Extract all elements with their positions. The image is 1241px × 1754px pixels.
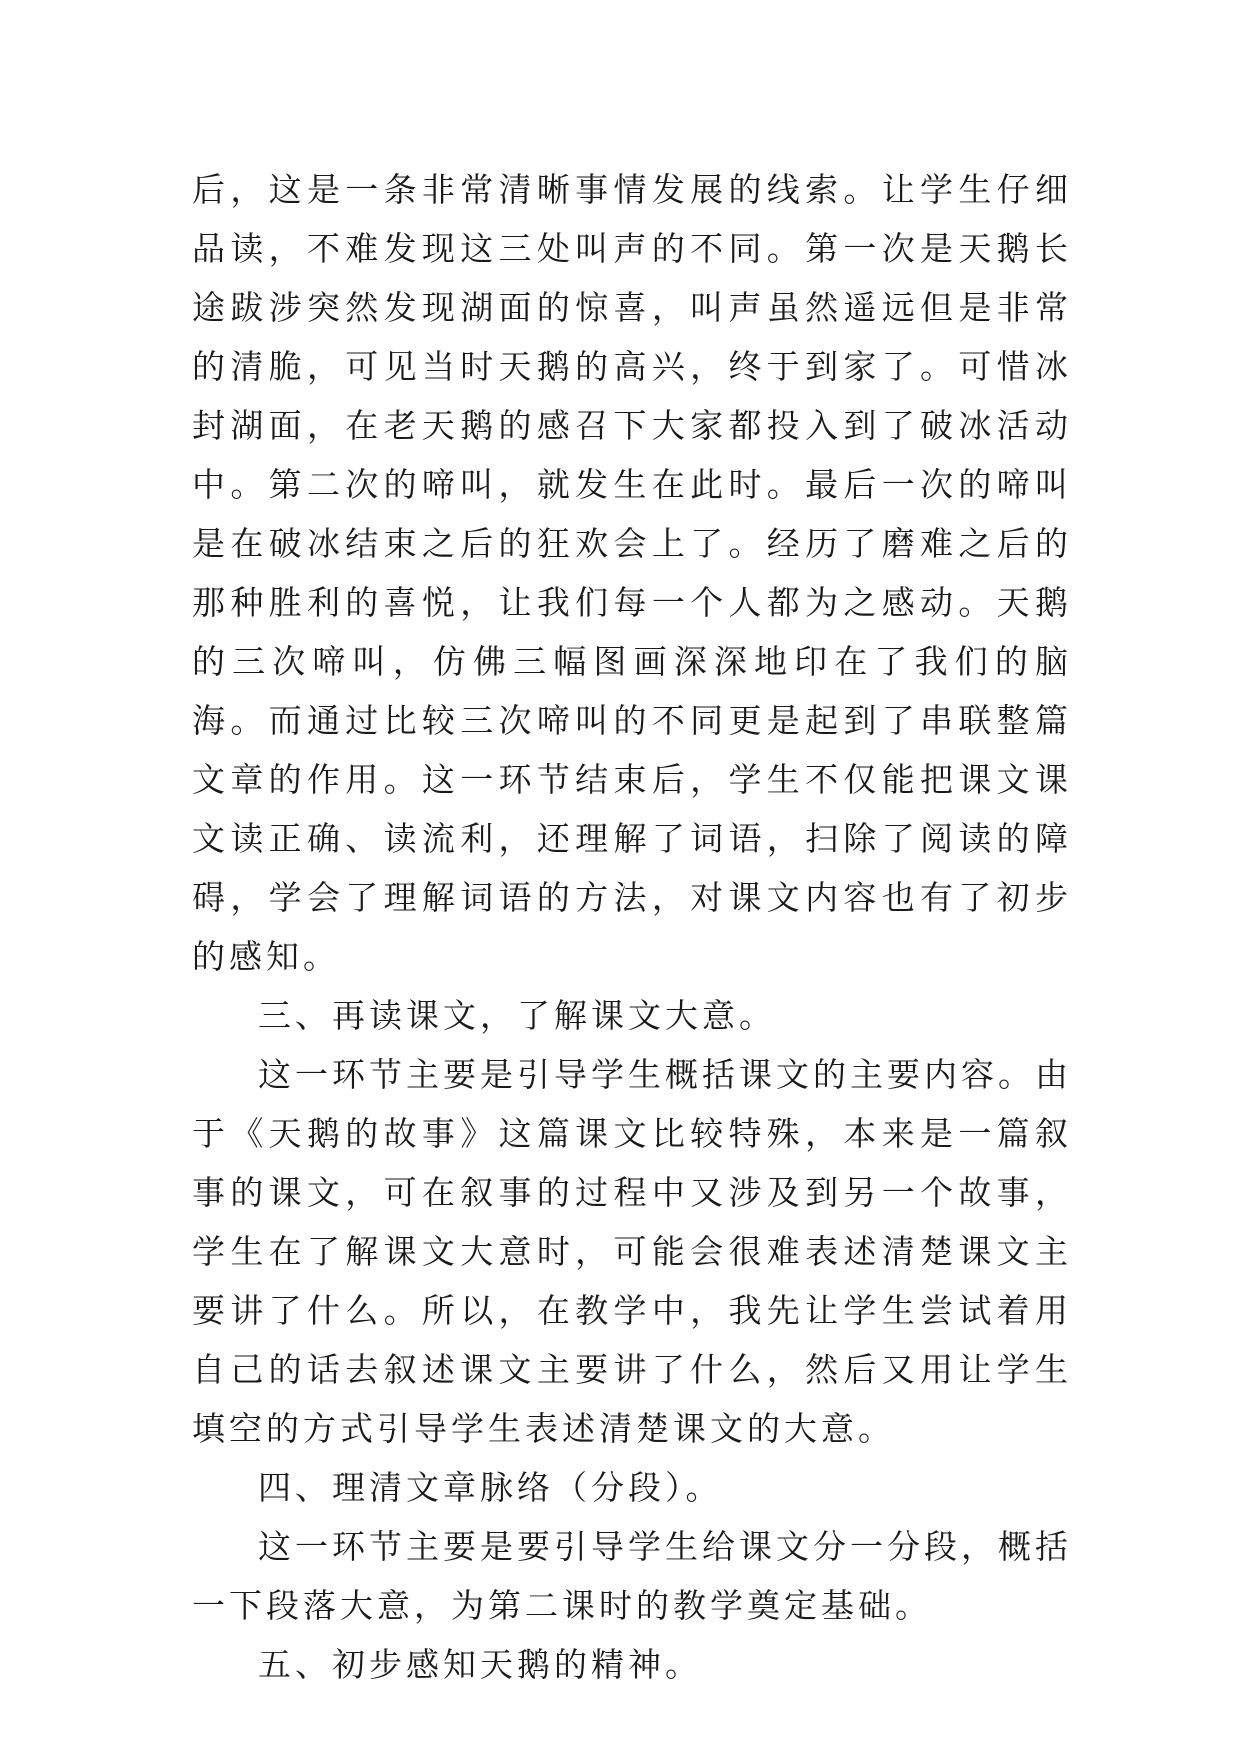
section-heading-four: 四、理清文章脉络（分段）。 (258, 1468, 723, 1507)
paragraph-continuation: 后，这是一条非常清晰事情发展的线索。让学生仔细品读，不难发现这三处叫声的不同。第一次是天鹅长途跋涉突然发现湖面的惊喜，叫声虽然遥远但是非常的清脆，可见当时天鹅的高兴，终于到家了。可惜冰封湖面，在老天鹅的感召下大家都投入到了破冰活动中。第二次的啼叫，就发生在此时。最后一次的啼叫是在破冰结束之后的狂欢会上了。经历了磨难之后的那种胜利的喜悦，让我们每一个人都为之感动。天鹅的三次啼叫，仿佛三幅图画深深地印在了我们的脑海。而通过比较三次啼叫的不同更是起到了串联整篇文章的作用。这一环节结束后，学生不仅能把课文课文读正确、读流利，还理解了词语，扫除了阅读的障碍，学会了理解词语的方法，对课文内容也有了初步的感知。 (192, 170, 1072, 976)
section-heading-five: 五、初步感知天鹅的精神。 (258, 1645, 702, 1684)
document-body (192, 160, 1072, 1694)
paragraph-section-four: 这一环节主要是要引导学生给课文分一分段，概括一下段落大意，为第二课时的教学奠定基础。 (192, 1527, 1072, 1625)
paragraph-section-three: 这一环节主要是引导学生概括课文的主要内容。由于《天鹅的故事》这篇课文比较特殊，本来是一篇叙事的课文，可在叙事的过程中又涉及到另一个故事，学生在了解课文大意时，可能会很难表述清楚课文主要讲了什么。所以，在教学中，我先让学生尝试着用自己的话去叙述课文主要讲了什么，然后又用让学生填空的方式引导学生表述清楚课文的大意。 (192, 1055, 1072, 1448)
section-heading-three: 三、再读课文，了解课文大意。 (258, 996, 776, 1035)
